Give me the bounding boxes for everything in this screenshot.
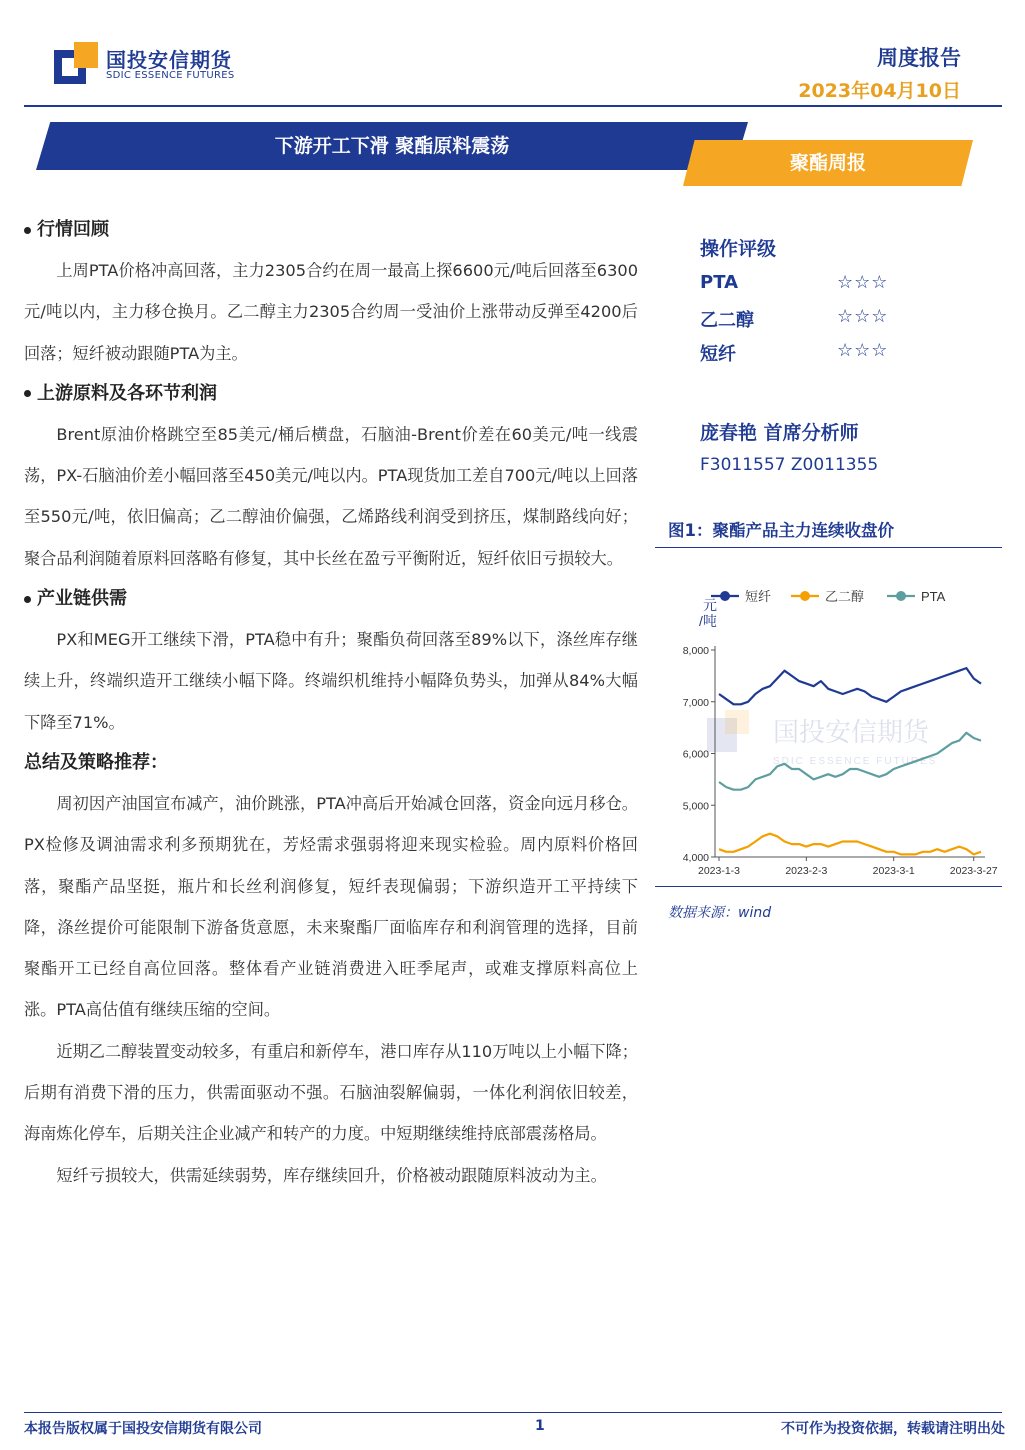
legend-marker <box>720 591 730 601</box>
report-title: 下游开工下滑 聚酯原料震荡 <box>274 135 510 157</box>
section-heading: 上游原料及各环节利润 <box>24 374 638 414</box>
rating-name: 乙二醇 <box>700 310 754 331</box>
rating-title: 操作评级 <box>700 238 777 260</box>
figure-title: 图1：聚酯产品主力连续收盘价 <box>668 521 894 540</box>
y-tick-label: 5,000 <box>682 800 709 813</box>
section-heading: 产业链供需 <box>24 579 638 619</box>
price-chart <box>655 548 1002 885</box>
bullet-icon <box>24 390 31 397</box>
watermark-text-en: SDIC ESSENCE FUTURES <box>773 756 938 767</box>
series-line-短纤 <box>719 668 981 704</box>
report-date: 2023年04月10日 <box>798 80 961 102</box>
paragraph: 上周PTA价格冲高回落，主力2305合约在周一最高上探6600元/吨后回落至6300元/吨以内，主力移仓换月。乙二醇主力2305合约周一受油价上涨带动反弹至4200后回落；短纤被动跟随PTA为主。 <box>24 261 638 363</box>
figure-bottom-rule <box>655 886 1002 887</box>
page-number: 1 <box>535 1418 545 1434</box>
y-axis-unit-line-1: 元 <box>703 597 717 613</box>
analyst-license: F3011557 Z0011355 <box>700 455 879 475</box>
section-heading: 行情回顾 <box>24 210 638 250</box>
y-tick-label: 6,000 <box>682 748 709 761</box>
y-tick-label: 8,000 <box>682 645 709 657</box>
legend-marker <box>800 591 810 601</box>
rating-row-pta <box>700 272 920 302</box>
paragraph: PX和MEG开工继续下滑，PTA稳中有升；聚酯负荷回落至89%以下，涤丝库存继续上升，终端织造开工继续小幅下降。终端织机维持小幅降负势头，加弹从84%大幅下降至71%。 <box>24 630 638 732</box>
y-axis-unit-line-2: /吨 <box>699 613 717 629</box>
paragraph: Brent原油价格跳空至85美元/桶后横盘，石脑油-Brent价差在60美元/吨一线震荡，PX-石脑油价差小幅回落至450美元/吨以内。PTA现货加工差自700元/吨以上回落至550元/吨，依旧偏高；乙二醇油价偏强，乙烯路线利润受到挤压，煤制路线向好；聚合品利润随着原料回落略有修复，其中长丝在盈亏平衡附近，短纤依旧亏损较大。 <box>24 424 638 568</box>
star-icon: ☆☆☆ <box>837 272 889 293</box>
legend-marker <box>896 591 906 601</box>
footer-disclaimer: 不可作为投资依据，转载请注明出处 <box>781 1421 1005 1437</box>
footer-copyright: 本报告版权属于国投安信期货有限公司 <box>24 1421 262 1437</box>
legend-label: PTA <box>921 589 946 604</box>
paragraph: 周初因产油国宣布减产，油价跳涨，PTA冲高后开始减仓回落，资金向远月移仓。PX检修及调油需求利多预期犹在，芳烃需求强弱将迎来现实检验。周内原料价格回落，聚酯产品坚挺，瓶片和长丝利润修复，短纤表现偏弱；下游织造开工平持续下降，涤丝提价可能限制下游备货意愿，未来聚酯厂面临库存和利润管理的选择，目前聚酯开工已经自高位回落。整体看产业链消费进入旺季尾声，或难支撑原料高位上涨。PTA高估值有继续压缩的空间。 <box>24 793 638 1020</box>
watermark-text-cn: 国投安信期货 <box>773 717 930 747</box>
bullet-icon <box>24 227 31 234</box>
x-tick-label: 2023-3-27 <box>949 865 998 877</box>
star-icon: ☆☆☆ <box>837 340 889 361</box>
x-tick-label: 2023-1-3 <box>697 865 741 877</box>
rating-name: 短纤 <box>700 344 736 365</box>
x-tick-label: 2023-2-3 <box>785 865 828 877</box>
main-content <box>24 210 638 1196</box>
analyst-name: 庞春艳 首席分析师 <box>700 422 859 444</box>
x-tick-label: 2023-3-1 <box>872 865 915 877</box>
chart-watermark <box>707 710 937 767</box>
paragraph: 近期乙二醇装置变动较多，有重启和新停车，港口库存从110万吨以上小幅下降；后期有消费下滑的压力，供需面驱动不强。石脑油裂解偏弱，一体化利润依旧较差，海南炼化停车，后期关注企业减产和转产的力度。中短期继续维持底部震荡格局。 <box>24 1041 638 1144</box>
star-icon: ☆☆☆ <box>837 306 889 327</box>
rating-name: PTA <box>700 272 739 293</box>
y-tick-label: 4,000 <box>682 852 709 864</box>
rating-row-meg <box>700 306 920 336</box>
report-type: 周度报告 <box>877 46 961 70</box>
y-tick-label: 7,000 <box>682 696 709 709</box>
bullet-icon <box>24 596 31 603</box>
footer-divider <box>24 1412 1002 1413</box>
paragraph: 短纤亏损较大，供需延续弱势，库存继续回升，价格被动跟随原料波动为主。 <box>56 1165 607 1185</box>
report-category: 聚酯周报 <box>789 152 866 174</box>
rating-row-psf <box>700 340 920 370</box>
company-logo <box>52 40 242 88</box>
x-axis <box>698 857 998 877</box>
logo-text-en: SDIC ESSENCE FUTURES <box>106 70 235 81</box>
y-axis-unit <box>699 597 721 629</box>
logo-text-cn: 国投安信期货 <box>106 48 232 72</box>
section-heading: 总结及策略推荐： <box>24 751 168 773</box>
y-axis <box>683 645 715 864</box>
logo-mark-icon <box>52 40 100 88</box>
chart-legend <box>711 589 946 604</box>
data-source: 数据来源：wind <box>668 905 772 921</box>
legend-label: 乙二醇 <box>825 589 865 604</box>
series-line-乙二醇 <box>719 834 981 855</box>
legend-label: 短纤 <box>745 589 772 604</box>
header-divider <box>24 105 1002 107</box>
